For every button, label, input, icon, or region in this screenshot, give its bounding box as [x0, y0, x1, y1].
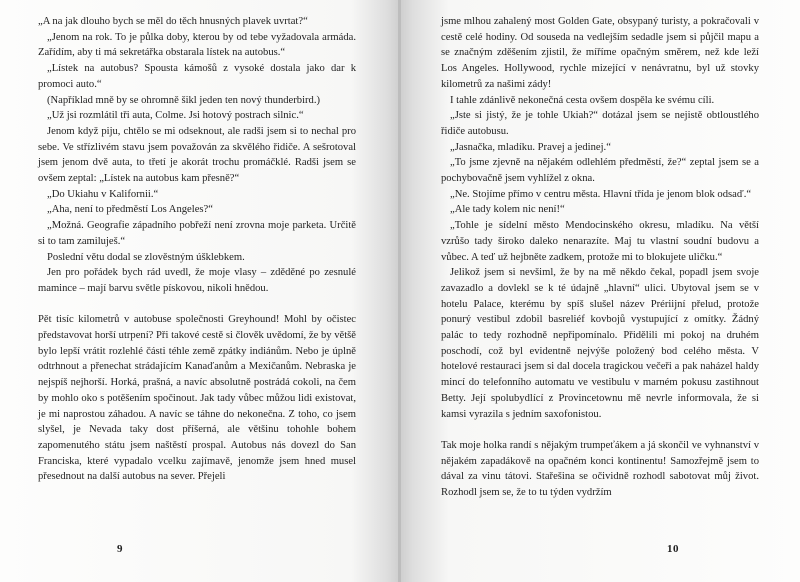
- paragraph: jsme mlhou zahalený most Golden Gate, obsypaný turisty, a pokračovali v cestě celé hodiny. Od souseda na vedlejším sedadle jsem si půjčil mapu a se značným zděšením zjistil, že míříme opačným směrem, než kde leží Los Angeles. Hollywood, rychle mizející v nenávratnu, byl už stovky kilometrů za našimi zády!: [441, 16, 759, 90]
- paragraph: I tahle zdánlivě nekonečná cesta ovšem dospěla ke svému cíli.: [450, 94, 715, 106]
- paragraph: „Už jsi rozmlátil tři auta, Colme. Jsi hotový postrach silnic.“: [47, 110, 304, 122]
- left-page-text: [38, 14, 356, 485]
- paragraph: „To jsme zjevně na nějakém odlehlém předměstí, že?“ zeptal jsem se a pochybovačně jsem vyhlížel z okna.: [441, 157, 759, 185]
- paragraph: Poslední větu dodal se zlověstným úšklebkem.: [47, 251, 245, 263]
- left-page: [0, 0, 399, 582]
- paragraph: Jelikož jsem si nevšiml, že by na mě někdo čekal, popadl jsem svoje zavazadlo a dovlekl se k té údajně „hlavní“ ulici. Ubytoval jsem se v hotelu Palace, kterému by spíš slušel název Prériijní přelud, protože ponurý vestibul zdobil basreliéf kovbojů vystupující z omítky. Žádný palác to tedy rozhodně nepřipomínalo. Přidělili mi pokoj na druhém poschodí, což byl evidentně nejvýše položený bod celého města. V hotelové restauraci jsem si dal docela tragickou večeři a pak naházel haldy mincí do telefonního automatu ve vestibulu v marném pokusu zastihnout Betty. Její spolubydlící z Provincetownu mě nevrle informovala, že si kamsi vyrazila s jedním saxofonistou.: [441, 267, 759, 420]
- paragraph: Jen pro pořádek bych rád uvedl, že moje vlasy – zděděné po zesnulé mamince – mají barvu světle pískovou, nikoli hnědou.: [38, 267, 356, 294]
- paragraph: „Aha, není to předměstí Los Angeles?“: [47, 204, 213, 216]
- paragraph: (Například mně by se ohromně šikl jeden ten nový thunderbird.): [47, 94, 321, 106]
- paragraph: „Jste si jistý, že je tohle Ukiah?“ dotázal jsem se nejistě obtloustlého řidiče autobusu.: [441, 110, 759, 137]
- paragraph: Jenom když piju, chtělo se mi odseknout, ale radši jsem si to nechal pro sebe. Ve střízlivém stavu jsem považován za skvělého řidiče. A sešrotoval jsem jenom dvě auta, to třetí je akorát trochu promáčklé. Radši jsem se ovšem zeptal: „Lístek na autobus kam přesně?“: [38, 125, 356, 185]
- right-page-text: [441, 14, 759, 501]
- paragraph: „Jasnačka, mladíku. Pravej a jedinej.“: [450, 141, 611, 153]
- paragraph: „Do Ukiahu v Kalifornii.“: [47, 188, 159, 200]
- paragraph: Tak moje holka randí s nějakým trumpeťákem a já skončil ve vyhnanství v nějakém zapadákově na opačném konci kontinentu! Samozřejmě jsem to dával za vinu tátovi. Stařešina se očividně rozhodl sabotovat můj život. Rozhodl jsem se, že to tu týden vydržím: [441, 439, 759, 499]
- page-number: 9: [117, 543, 123, 555]
- right-page: [401, 0, 800, 582]
- paragraph: „Tohle je sídelní město Mendocinského okresu, mladíku. Na větší vzrůšo tady široko daleko nenarazíte. Maj tu vlastní soudní budovu a vůbec. A teď už hejbněte zadkem, protože mi to blokujete uličku.“: [441, 220, 759, 263]
- paragraph: „Možná. Geografie západního pobřeží není zrovna moje parketa. Určitě si to tam zamiluješ.“: [38, 220, 356, 247]
- paragraph: „Jenom na rok. To je půlka doby, kterou by od tebe vyžadovala armáda. Zařídím, aby ti má sekretářka obstarala lístek na autobus.“: [38, 31, 356, 59]
- paragraph: „Lístek na autobus? Spousta kámošů z vysoké dostala jako dar k promoci auto.“: [38, 63, 356, 90]
- section-opening-paragraph: Pět tisíc kilometrů v autobuse společnosti Greyhound! Mohl by očistec představovat horší utrpení? Při takové cestě si člověk uvědomí, že by většě bylo lepší vrátit rozlehlé části téhle země zpátky indiánům. Nebo je úplně odtrhnout a přenechat strádajícím Kanaďanům a Mexičanům. Nebraska je nejspíš nejhorší. Horká, prašná, a navíc absolutně postrádá cokoli, na čem by mohlo oko s potěšením spočinout. Jak tady vůbec můžou lidi existovat, je mi naprostou záhadou. A navíc se táhne do nekonečna. Z toho, co jsem slyšel, je Nevada taky dost příšerná, ale většinu tohohle bohem zapomenutého státu jsem naštěstí prospal. Autobus nás dovezl do San Franciska, které vypadalo vcelku zajímavě, jenomže jsem hned musel přesednout na další autobus na sever. Přejeli: [38, 314, 356, 483]
- page-number: 10: [667, 543, 679, 555]
- paragraph: „Ne. Stojíme přímo v centru města. Hlavní třída je jenom blok odsaď.“: [450, 188, 752, 200]
- paragraph: „A na jak dlouho bych se měl do těch hnusných plavek uvrtat?“: [38, 16, 308, 27]
- paragraph: „Ale tady kolem nic není!“: [450, 204, 565, 216]
